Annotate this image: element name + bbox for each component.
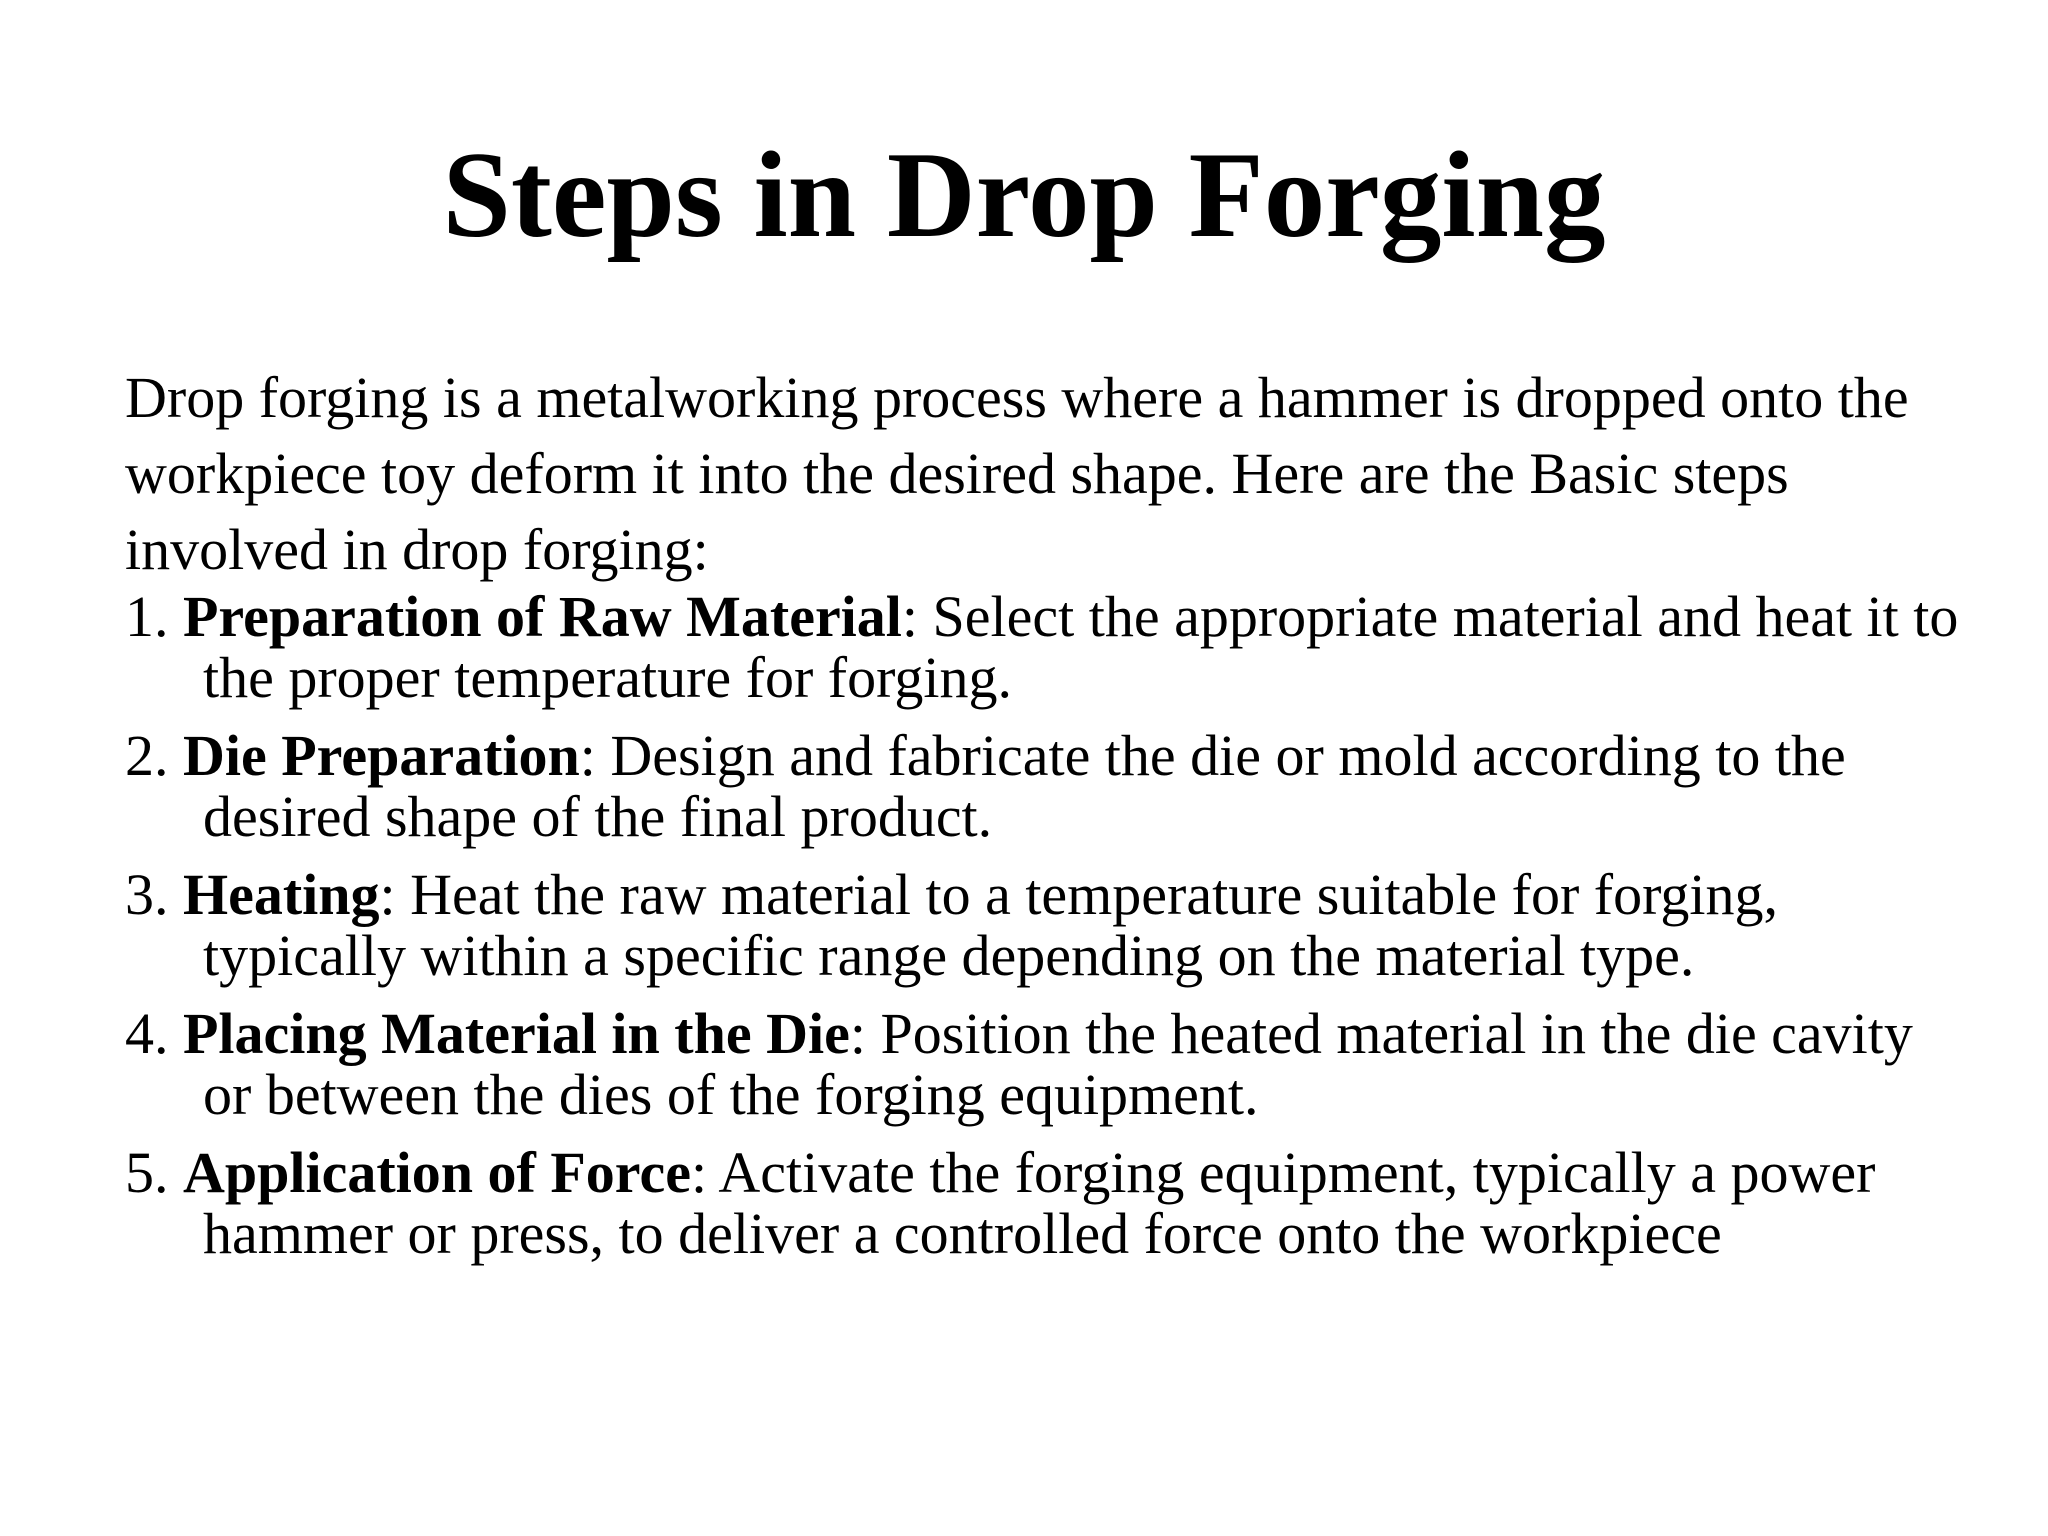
step-term: Placing Material in the Die [183, 1001, 850, 1066]
step-number: 4. [125, 1001, 169, 1066]
step-item [125, 864, 1965, 986]
step-item [125, 586, 1965, 708]
step-separator: : [690, 1140, 708, 1205]
step-number: 3. [125, 862, 169, 927]
step-term: Die Preparation [183, 723, 580, 788]
step-item [125, 1003, 1965, 1125]
step-description: Design and fabricate the die or mold according to the desired shape of the final product. [203, 723, 1846, 849]
steps-list [125, 586, 1965, 1281]
step-description: Select the appropriate material and heat it to the proper temperature for forging. [203, 584, 1959, 710]
step-description: Activate the forging equipment, typically a power hammer or press, to deliver a controlled force onto the workpiece [203, 1140, 1876, 1266]
step-number: 1. [125, 584, 169, 649]
step-term: Application of Force [183, 1140, 691, 1205]
step-separator: : [579, 723, 596, 788]
step-number: 2. [125, 723, 169, 788]
step-separator: : [849, 1001, 866, 1066]
page-title: Steps in Drop Forging [442, 126, 1606, 263]
step-description: Position the heated material in the die cavity or between the dies of the forging equipment. [203, 1001, 1913, 1127]
step-term: Preparation of Raw Material [183, 584, 902, 649]
step-separator: : [379, 862, 396, 927]
step-term: Heating [183, 862, 380, 927]
step-item [125, 725, 1965, 847]
step-separator: : [901, 584, 919, 649]
intro-paragraph: Drop forging is a metalworking process where a hammer is dropped onto the workpiece toy deform it into the desired shape. Here are the Basic steps involved in drop forging: [125, 365, 1909, 582]
step-description: Heat the raw material to a temperature suitable for forging, typically within a specific range depending on the material type. [203, 862, 1778, 988]
step-item [125, 1142, 1965, 1264]
step-number: 5. [125, 1140, 169, 1205]
